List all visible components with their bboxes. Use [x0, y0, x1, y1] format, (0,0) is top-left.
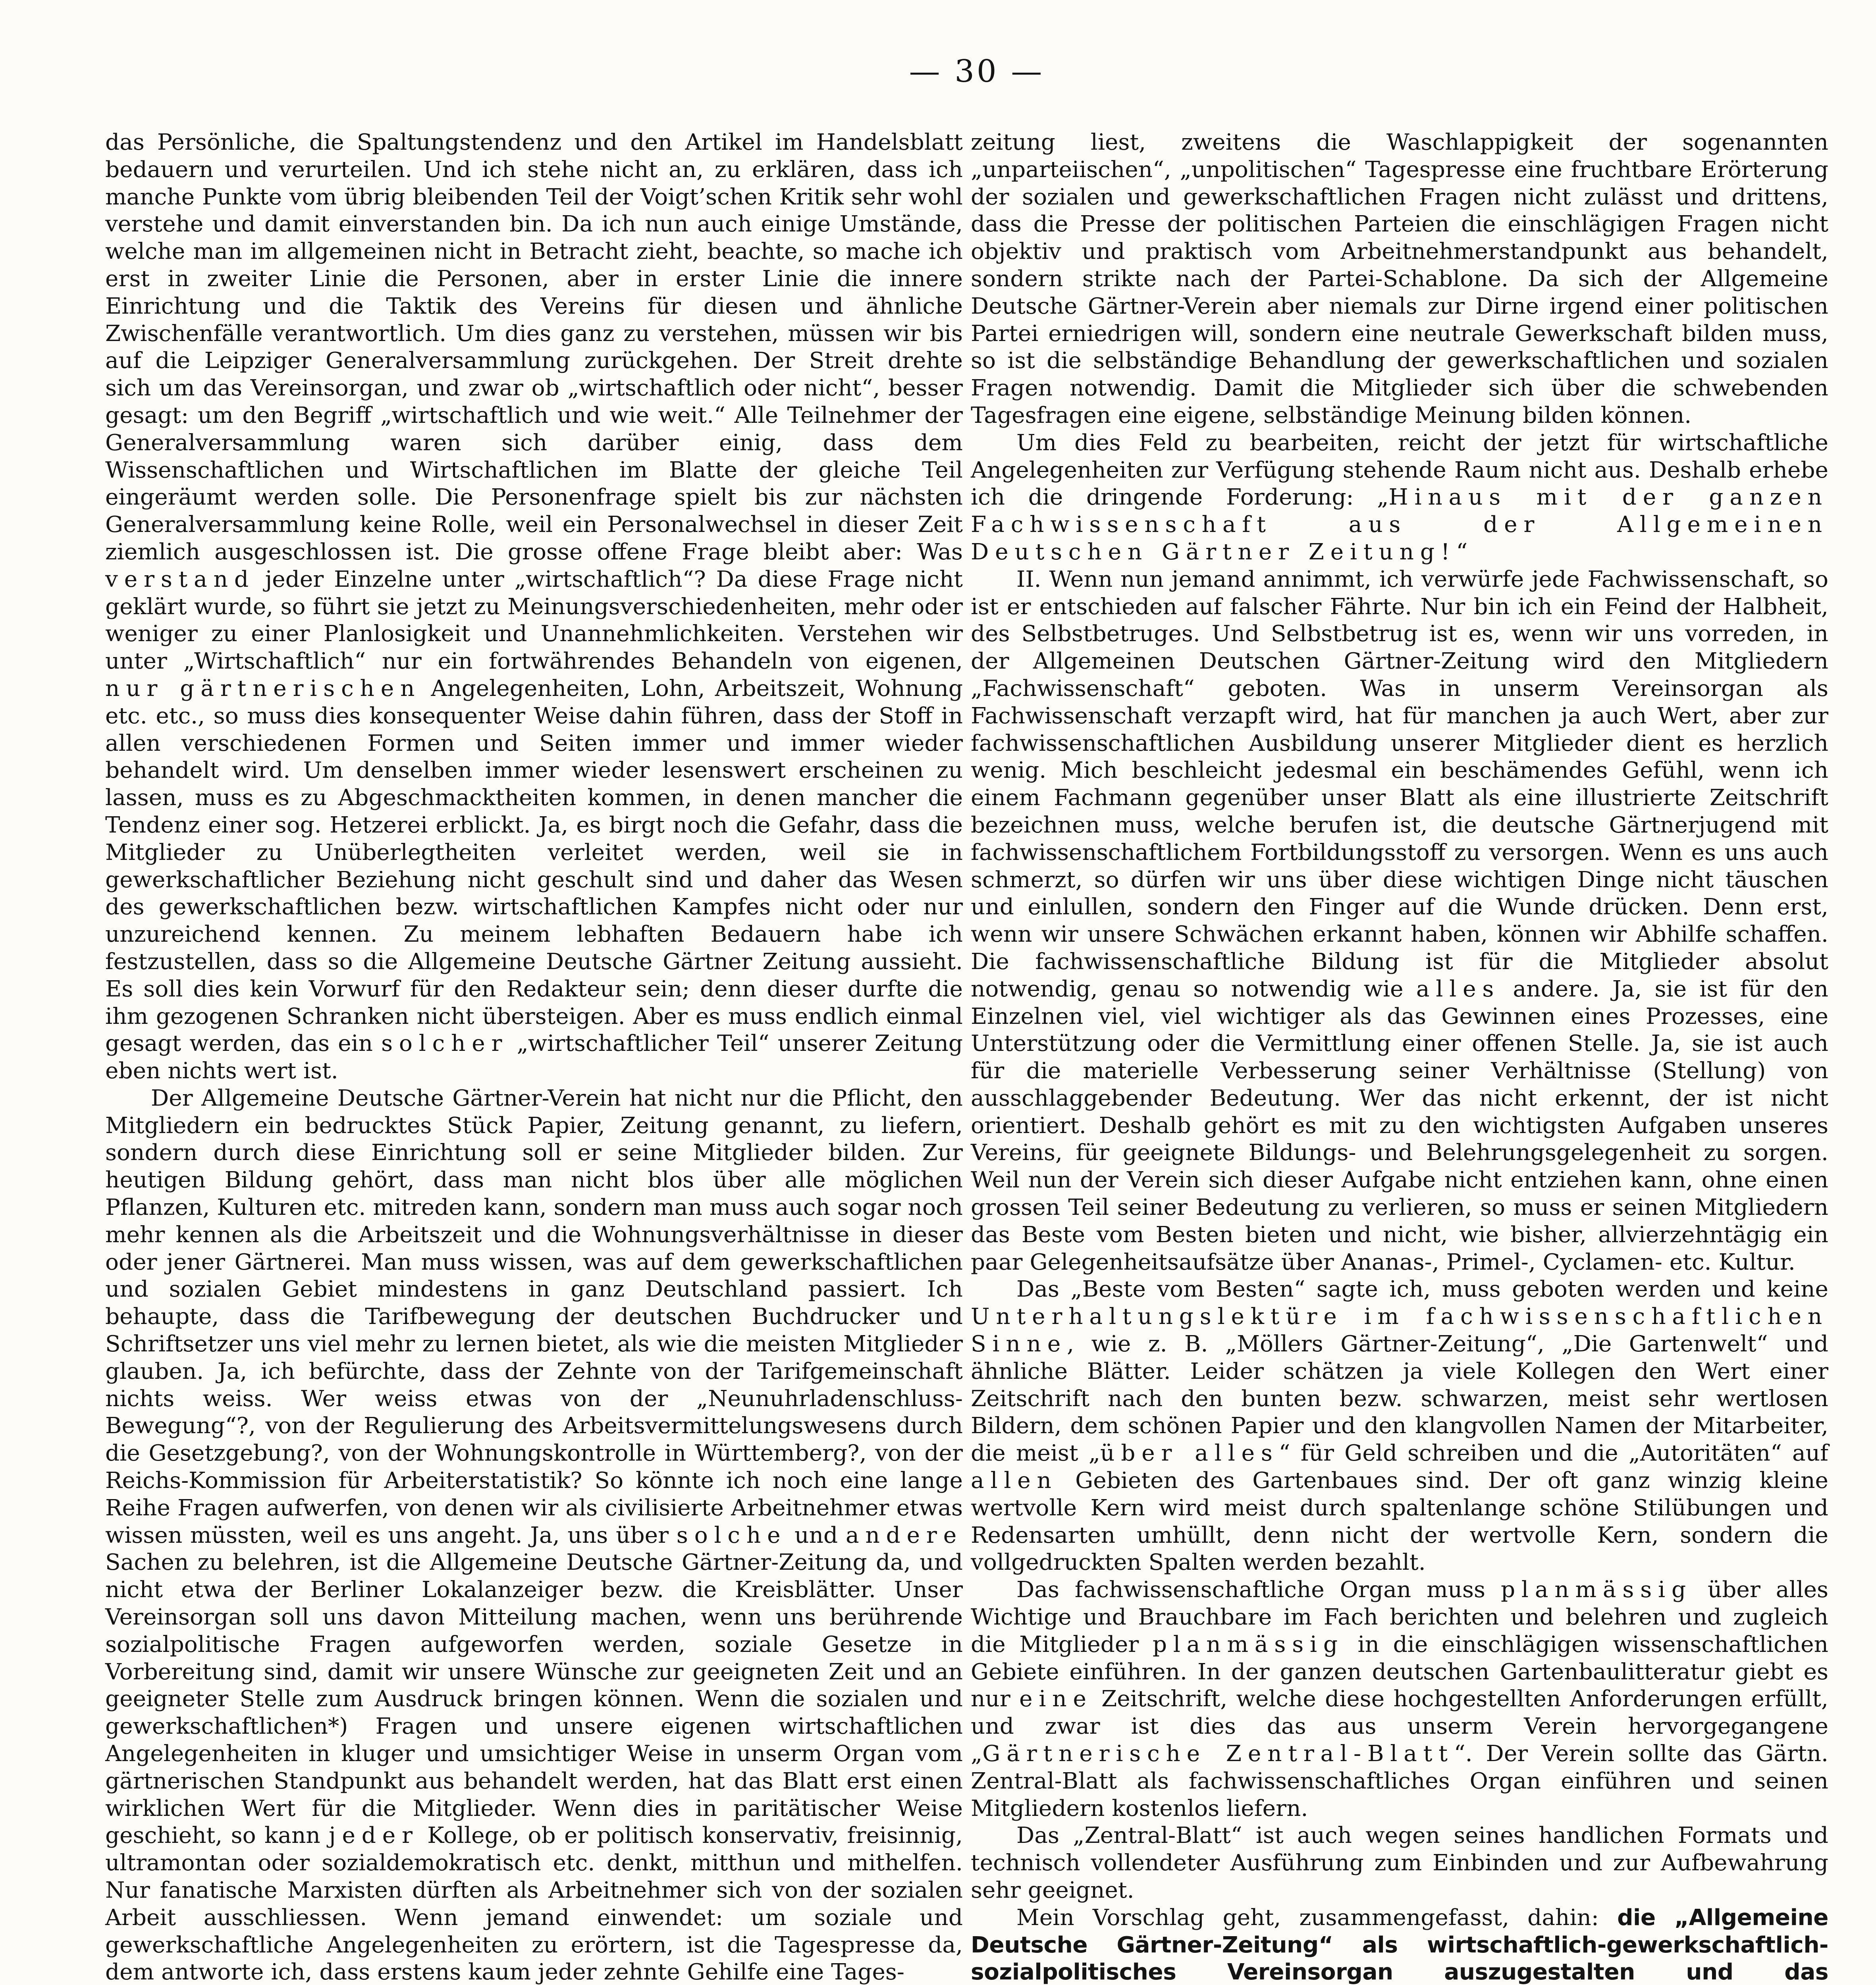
spaced-text: Hinaus mit der ganzen Fachwissenschaft aus der Allgemeinen Deutschen Gärtner Zeitung! [971, 484, 1828, 565]
spaced-text: verstand [105, 566, 255, 592]
text-run: Angelegenheiten, Lohn, Arbeitszeit, Wohnung etc. etc., so muss dies konsequenter Weise dahin führen, dass der Stoff in allen verschiedenen Formen und Seiten immer und immer wieder behandelt wird. Um denselben immer wieder lesenswert erscheinen zu lassen, muss es zu Abgeschmacktheiten kommen, in denen mancher die Tendenz einer sog. Hetzerei erblickt. Ja, es birgt noch die Gefahr, dass die Mitglieder zu Unüberlegtheiten verleitet werden, weil sie in gewerkschaftlicher Beziehung nicht geschult sind und daher das Wesen des gewerkschaftlichen bezw. wirtschaftlichen Kampfes nicht oder nur unzureichend kennen. Zu meinem lebhaften Bedauern habe ich festzustellen, dass so die Allgemeine Deutsche Gärtner Zeitung aussieht. Es soll dies kein Vorwurf für den Redakteur sein; denn dieser durfte die ihm gezogenen Schranken nicht übersteigen. Aber es muss endlich einmal gesagt werden, das ein [105, 675, 963, 1057]
text-run: Sachen zu belehren, ist die Allgemeine Deutsche Gärtner-Zeitung da, und nicht etwa der Berliner Lokalanzeiger bezw. die Kreisblätter. Unser Vereinsorgan soll uns davon Mitteilung machen, wenn uns berührende sozialpolitische Fragen aufgeworfen werden, soziale Gesetze in Vorbereitung sind, damit wir unsere Wünsche zur geeigneten Zeit und an geeigneter Stelle zum Ausdruck bringen können. Wenn die sozialen und gewerkschaftlichen*) Fragen und unsere eigenen wirtschaftlichen Angelegenheiten in kluger und umsichtiger Weise in unserm Organ vom gärtnerischen Standpunkt aus behandelt werden, hat das Blatt erst einen wirklichen Wert für die Mitglieder. Wenn dies in paritätischer Weise geschieht, so kann [105, 1549, 963, 1849]
paragraph [971, 430, 1828, 566]
text-run: das Persönliche, die Spaltungstendenz und den Artikel im Handelsblatt bedauern und verurteilen. Und ich stehe nicht an, zu erklären, dass ich manche Punkte vom übrig bleibenden Teil der Voigt’schen Kritik sehr wohl verstehe und damit einverstanden bin. Da ich nun auch einige Umstände, welche man im allgemeinen nicht in Betracht zieht, beachte, so mache ich erst in zweiter Linie die Personen, aber in erster Linie die innere Einrichtung und die Taktik des Vereins für diesen und ähnliche Zwischenfälle verantwortlich. Um dies ganz zu verstehen, müssen wir bis auf die Leipziger Generalversammlung zurückgehen. Der Streit drehte sich um das Vereinsorgan, und zwar ob „wirtschaftlich oder nicht“, besser gesagt: um den Begriff „wirtschaftlich und wie weit.“ Alle Teilnehmer der Generalversammlung waren sich darüber einig, dass dem Wissenschaftlichen und Wirtschaftlichen im Blatte der gleiche Teil eingeräumt werden solle. Die Personenfrage spielt bis zur nächsten Generalversammlung keine Rolle, weil ein Personalwechsel in dieser Zeit ziemlich ausgeschlossen ist. Die grosse offene Frage bleibt aber: Was [105, 129, 963, 565]
paragraph [971, 566, 1828, 1276]
page-number: — 30 — [909, 54, 1045, 89]
text-run: zeitung liest, zweitens die Waschlappigkeit der sogenannten „unparteiischen“, „unpolitischen“ Tagespresse eine fruchtbare Erörterung der sozialen und gewerkschaftlichen Fragen nicht zulässt und drittens, dass die Presse der politischen Parteien die einschlägigen Fragen nicht objektiv und praktisch vom Arbeitnehmerstandpunkt aus behandelt, sondern strikte nach der Partei-Schablone. Da sich der Allgemeine Deutsche Gärtner-Verein aber niemals zur Dirne irgend einer politischen Partei erniedrigen will, sondern eine neutrale Gewerkschaft bilden muss, so ist die selbständige Behandlung der gewerkschaftlichen und sozialen Fragen notwendig. Damit die Mitglieder sich über die schwebenden Tagesfragen eine eigene, selbständige Meinung bilden können. [971, 129, 1828, 428]
text-run: Das „Beste vom Besten“ sagte ich, muss geboten werden und keine [1016, 1276, 1828, 1303]
text-run: und [787, 1522, 846, 1548]
paragraph [971, 1276, 1828, 1576]
text-run: “ für Geld schreiben und die „Autoritäten“ auf [1278, 1440, 1828, 1467]
spaced-text: planmässig [1152, 1631, 1344, 1657]
paragraph [971, 1904, 1828, 1985]
spaced-text: Unterhaltungslektüre im fachwissenschaftlichen Sinne [971, 1304, 1828, 1357]
paragraph [971, 1576, 1828, 1822]
paragraph [105, 129, 963, 1085]
text-run: jeder Einzelne unter „wirtschaftlich“? Da diese Frage nicht geklärt wurde, so führt sie jetzt zu Meinungsverschiedenheiten, mehr oder weniger zu einer Planlosigkeit und Unannehmlichkeiten. Verstehen wir unter „Wirtschaftlich“ nur ein fortwährendes Behandeln von eigenen, [105, 566, 963, 675]
spaced-text: solcher [381, 1031, 509, 1057]
text-run: in die einschlägigen wissenschaftlichen Gebiete einführen. In der ganzen deutschen Gartenbaulitteratur giebt es nur [971, 1631, 1829, 1712]
spaced-text: nur gärtnerischen [105, 675, 421, 701]
bold-text: die „Allgemeine Deutsche Gärtner-Zeitung“ als wirtschaftlich-gewerkschaftlich-sozialpolitisches Vereinsorgan auszugestalten und das [971, 1904, 1828, 1985]
text-run: Kollege, ob er politisch konservativ, freisinnig, ultramontan oder sozialdemokratisch etc. denkt, mitthun und mithelfen. Nur fanatische Marxisten dürften als Arbeitnehmer sich von der sozialen Arbeit ausschliessen. Wenn jemand einwendet: um soziale und gewerkschaftliche Angelegenheiten zu erörtern, ist die Tagespresse da, dem antworte ich, dass erstens kaum jeder zehnte Gehilfe eine Tages- [105, 1823, 963, 1985]
spaced-text: eine [1019, 1686, 1093, 1712]
text-run: , wie z. B. „Möllers Gärtner-Zeitung“, „Die Gartenwelt“ und ähnliche Blätter. Leider schätzen ja viele Kollegen den Wert einer Zeitschrift nach den bunten bezw. schwarzen, meist sehr wertlosen Bildern, dem schönen Papier und den klangvollen Namen der Mitarbeiter, die meist „ [971, 1331, 1828, 1467]
spaced-text: Gärtnerische Zentral-Blatt [982, 1741, 1454, 1767]
text-run: „wirtschaftlicher Teil“ unserer Zeitung eben nichts wert ist. [105, 1031, 963, 1084]
text-run: Der Allgemeine Deutsche Gärtner-Verein hat nicht nur die Pflicht, den Mitgliedern ein bedrucktes Stück Papier, Zeitung genannt, zu liefern, sondern durch diese Einrichtung soll er seine Mitglieder bilden. Zur heutigen Bildung gehört, dass man nicht blos über alle möglichen Pflanzen, Kulturen etc. mitreden kann, sondern man muss auch sogar noch mehr kennen als die Arbeitszeit und die Wohnungsverhältnisse in dieser oder jener Gärtnerei. Man muss wissen, was auf dem gewerkschaftlichen und sozialen Gebiet mindestens in ganz Deutschland passiert. Ich behaupte, dass die Tarifbewegung der deutschen Buchdrucker und Schriftsetzer uns viel mehr zu lernen bietet, als wie die meisten Mitglieder glauben. Ja, ich befürchte, dass der Zehnte von der Tarifgemeinschaft nichts weiss. Wer weiss etwas von der „Neunuhrladenschluss-Bewegung“?, von der Regulierung des Arbeitsvermittelungswesens durch die Gesetzgebung?, von der Wohnungskontrolle in Württemberg?, von der Reichs-Kommission für Arbeiterstatistik? So könnte ich noch eine lange Reihe Fragen aufwerfen, von denen wir als civilisierte Arbeitnehmer etwas wissen müssten, weil es uns angeht. Ja, uns über [105, 1085, 963, 1548]
text-run: Das „Zentral-Blatt“ ist auch wegen seines handlichen Formats und technisch vollendeter Ausführung zum Einbinden und zur Aufbewahrung sehr geeignet. [971, 1823, 1828, 1903]
spaced-text: solche [676, 1522, 787, 1548]
text-run: Zeitschrift, welche diese hochgestellten Anforderungen erfüllt, und zwar ist dies das aus unserm Verein hervorgegangene „ [971, 1686, 1828, 1767]
right-column [971, 129, 1828, 1985]
spaced-text: jeder [329, 1823, 419, 1849]
spaced-text: allen [971, 1468, 1058, 1494]
spaced-text: planmässig [1500, 1577, 1692, 1603]
text-run: Das fachwissenschaftliche Organ muss [1016, 1577, 1501, 1603]
text-run: “. Der Verein sollte das Gärtn. Zentral-Blatt als fachwissenschaftliches Organ einführen und seinen Mitgliedern kostenlos liefern. [971, 1741, 1828, 1821]
spaced-text: alles [1416, 976, 1500, 1002]
text-run: über alles Wichtige und Brauchbare im Fach berichten und belehren und zugleich die Mitglieder [971, 1577, 1828, 1657]
text-run: Mein Vorschlag geht, zusammengefasst, dahin: [1016, 1904, 1618, 1931]
text-run: Um dies Feld zu bearbeiten, reicht der jetzt für wirtschaftliche Angelegenheiten zur Verfügung stehende Raum nicht aus. Deshalb erhebe ich die dringende Forderung: „ [971, 430, 1828, 511]
text-run: andere. Ja, sie ist für den Einzelnen viel, viel wichtiger als das Gewinnen eines Prozesses, eine Unterstützung oder die Vermittlung einer offenen Stelle. Ja, sie ist auch für die materielle Verbesserung seiner Verhältnisse (Stellung) von ausschlaggebender Bedeutung. Wer das nicht erkennt, der ist nicht orientiert. Deshalb gehört es mit zu den wichtigsten Aufgaben unseres Vereins, für geeignete Bildungs- und Belehrungsgelegenheit zu sorgen. Weil nun der Verein sich dieser Aufgabe nicht entziehen kann, ohne einen grossen Teil seiner Bedeutung zu verlieren, so muss er seinen Mitgliedern das Beste vom Besten bieten und nicht, wie bisher, allvierzehntägig ein paar Gelegenheitsaufsätze über Ananas-, Primel-, Cyclamen- etc. Kultur. [971, 976, 1828, 1275]
paragraph [971, 1822, 1828, 1904]
left-column [105, 129, 963, 1985]
paragraph [105, 1085, 963, 1985]
text-run: II. Wenn nun jemand annimmt, ich verwürfe jede Fachwissenschaft, so ist er entschieden auf falscher Fährte. Nur bin ich ein Feind der Halbheit, des Selbstbetruges. Und Selbstbetrug ist es, wenn wir uns vorreden, in der Allgemeinen Deutschen Gärtner-Zeitung wird den Mitgliedern „Fachwissenschaft“ geboten. Was in unserm Vereinsorgan als Fachwissenschaft verzapft wird, hat für manchen ja auch Wert, aber zur fachwissenschaftlichen Ausbildung unserer Mitglieder dient es herzlich wenig. Mich beschleicht jedesmal ein beschämendes Gefühl, wenn ich einem Fachmann gegenüber unser Blatt als eine illustrierte Zeitschrift bezeichnen muss, welche berufen ist, die deutsche Gärtnerjugend mit fachwissenschaftlichem Fortbildungsstoff zu versorgen. Wenn es uns auch schmerzt, so dürfen wir uns über diese wichtigen Dinge nicht täuschen und einlullen, sondern den Finger auf die Wunde drücken. Denn erst, wenn wir unsere Schwächen erkannt haben, können wir Abhilfe schaffen. Die fachwissenschaftliche Bildung ist für die Mitglieder absolut notwendig, genau so notwendig wie [971, 566, 1828, 1002]
spaced-text: über alles [1100, 1440, 1279, 1467]
text-run: “ [1456, 539, 1468, 565]
paragraph [971, 129, 1828, 430]
spaced-text: andere [845, 1522, 963, 1548]
text-run: Gebieten des Gartenbaues sind. Der oft ganz winzig kleine wertvolle Kern wird meist durch spaltenlange schöne Stilübungen und Redensarten umhüllt, denn nicht der wertvolle Kern, sondern die vollgedruckten Spalten werden bezahlt. [971, 1468, 1828, 1576]
